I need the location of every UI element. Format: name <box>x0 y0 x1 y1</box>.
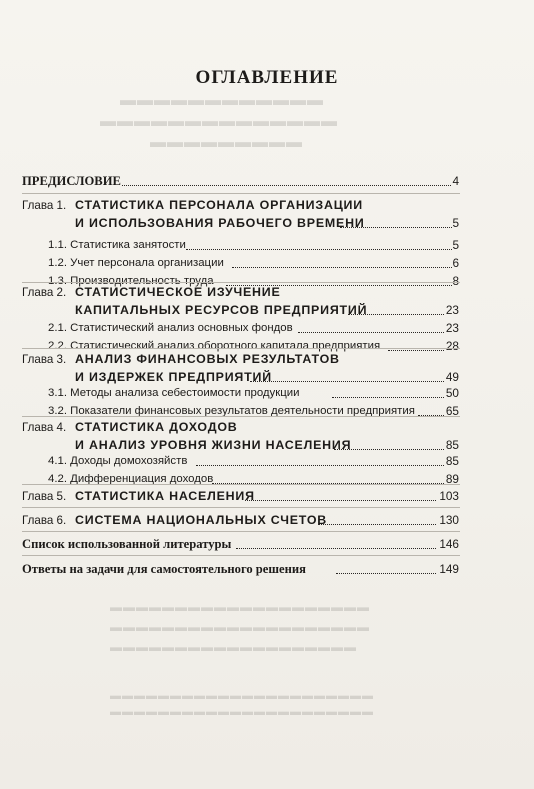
chapter-title-line2: И ИЗДЕРЖЕК ПРЕДПРИЯТИЙ <box>75 370 272 384</box>
bleed-through-shadow: ▬▬▬▬▬▬▬▬▬▬▬▬▬▬▬▬▬▬▬▬ <box>110 600 370 614</box>
leader-dots <box>318 512 436 525</box>
chapter-title-line2: КАПИТАЛЬНЫХ РЕСУРСОВ ПРЕДПРИЯТИЙ <box>75 303 368 317</box>
entry-label: Список использованной литературы <box>22 537 232 551</box>
page-number: 130 <box>439 513 459 527</box>
section-label: 2.2. Статистический анализ оборотного капитала предприятия <box>48 340 381 352</box>
leader-dots <box>245 488 436 501</box>
leader-dots <box>340 215 452 228</box>
leader-dots <box>418 403 444 416</box>
toc-section-1-1[interactable] <box>0 237 534 257</box>
page-number: 23 <box>445 303 459 317</box>
bleed-through-shadow: ▬▬▬▬▬▬▬▬▬▬▬▬ <box>120 92 324 109</box>
section-label: 4.2. Дифференциация доходов <box>48 473 214 485</box>
bleed-through-shadow: ▬▬▬▬▬▬▬▬▬ <box>150 134 303 151</box>
chapter-prefix: Глава 3. <box>22 353 67 366</box>
section-divider <box>22 484 460 485</box>
leader-dots <box>122 173 451 186</box>
toc-chapter-2[interactable] <box>0 284 534 322</box>
page-number: 49 <box>445 370 459 384</box>
toc-section-2-1[interactable] <box>0 320 534 340</box>
section-divider <box>22 531 460 532</box>
page-number: 8 <box>452 274 459 288</box>
section-label: 3.2. Показатели финансовых результатов деятельности предприятия <box>48 405 415 417</box>
toc-chapter-6[interactable] <box>0 512 534 532</box>
bleed-through-shadow: ▬▬▬▬▬▬▬▬▬▬▬▬▬▬▬▬▬▬▬ <box>110 640 357 654</box>
page-number: 85 <box>445 454 459 468</box>
chapter-title-line2: И ИСПОЛЬЗОВАНИЯ РАБОЧЕГО ВРЕМЕНИ <box>75 216 365 230</box>
bleed-through-shadow: ▬▬▬▬▬▬▬▬▬▬▬▬▬▬▬▬▬▬▬▬ <box>110 620 370 634</box>
section-label: 2.1. Статистический анализ основных фондов <box>48 322 293 334</box>
toc-entry-preface[interactable] <box>0 173 534 193</box>
bleed-through-shadow: ▬▬▬▬▬▬▬▬▬▬▬▬▬▬▬▬▬▬▬▬▬▬ <box>110 690 374 702</box>
section-label: 4.1. Доходы домохозяйств <box>48 455 188 467</box>
page-number: 6 <box>452 256 459 270</box>
page-number: 149 <box>439 562 459 576</box>
section-label: 1.3. Производительность труда <box>48 275 214 287</box>
leader-dots <box>334 437 444 450</box>
page-number: 65 <box>445 404 459 418</box>
chapter-prefix: Глава 1. <box>22 199 67 212</box>
section-label: 1.2. Учет персонала организации <box>48 257 224 269</box>
section-label: 1.1. Статистика занятости <box>48 239 186 251</box>
chapter-title-line1: СТАТИСТИКА ПЕРСОНАЛА ОРГАНИЗАЦИИ <box>75 198 363 212</box>
bleed-through-shadow: ▬▬▬▬▬▬▬▬▬▬▬▬▬▬▬▬▬▬▬▬▬▬ <box>110 706 374 718</box>
page-number: 103 <box>439 489 459 503</box>
chapter-title-line1: АНАЛИЗ ФИНАНСОВЫХ РЕЗУЛЬТАТОВ <box>75 352 340 366</box>
leader-dots <box>236 536 436 549</box>
bleed-through-shadow: ▬▬▬▬▬▬▬▬▬▬▬▬▬▬ <box>100 113 338 130</box>
toc-chapter-5[interactable] <box>0 488 534 508</box>
toc-title: ОГЛАВЛЕНИЕ <box>195 67 339 88</box>
leader-dots <box>332 385 444 398</box>
page-number: 50 <box>445 386 459 400</box>
toc-chapter-3[interactable] <box>0 351 534 389</box>
leader-dots <box>336 561 436 574</box>
chapter-title-line2: И АНАЛИЗ УРОВНЯ ЖИЗНИ НАСЕЛЕНИЯ <box>75 438 352 452</box>
section-divider <box>22 282 460 283</box>
toc-chapter-1[interactable] <box>0 197 534 235</box>
section-divider <box>22 507 460 508</box>
section-divider <box>22 193 460 194</box>
page-number: 5 <box>452 238 459 252</box>
chapter-title-line1: СТАТИСТИЧЕСКОЕ ИЗУЧЕНИЕ <box>75 285 281 299</box>
page-number: 89 <box>445 472 459 486</box>
page-number: 85 <box>445 438 459 452</box>
toc-chapter-4[interactable] <box>0 419 534 457</box>
toc-entry-answers[interactable] <box>0 561 534 581</box>
toc-section-3-1[interactable] <box>0 385 534 405</box>
leader-dots <box>388 338 444 351</box>
entry-label: Ответы на задачи для самостоятельного решения <box>22 562 306 576</box>
page-number: 146 <box>439 537 459 551</box>
chapter-prefix: Глава 4. <box>22 421 67 434</box>
leader-dots <box>196 453 444 466</box>
leader-dots <box>186 237 452 250</box>
leader-dots <box>298 320 444 333</box>
entry-label: ПРЕДИСЛОВИЕ <box>22 174 121 188</box>
chapter-title-line1: СИСТЕМА НАЦИОНАЛЬНЫХ СЧЕТОВ <box>75 513 328 527</box>
toc-section-1-2[interactable] <box>0 255 534 275</box>
chapter-prefix: Глава 5. <box>22 490 67 503</box>
chapter-prefix: Глава 6. <box>22 514 67 527</box>
section-divider <box>22 348 460 349</box>
page-number: 28 <box>445 339 459 353</box>
toc-entry-bibliography[interactable] <box>0 536 534 556</box>
page-number: 5 <box>452 216 459 230</box>
chapter-prefix: Глава 2. <box>22 286 67 299</box>
section-label: 3.1. Методы анализа себестоимости продукции <box>48 387 300 399</box>
chapter-title-line1: СТАТИСТИКА ДОХОДОВ <box>75 420 238 434</box>
toc-section-4-1[interactable] <box>0 453 534 473</box>
leader-dots <box>348 302 444 315</box>
leader-dots <box>250 369 444 382</box>
leader-dots <box>232 255 452 268</box>
section-divider <box>22 555 460 556</box>
leader-dots <box>212 471 444 484</box>
page-number: 23 <box>445 321 459 335</box>
chapter-title-line1: СТАТИСТИКА НАСЕЛЕНИЯ <box>75 489 255 503</box>
section-divider <box>22 416 460 417</box>
page-number: 4 <box>452 174 459 188</box>
